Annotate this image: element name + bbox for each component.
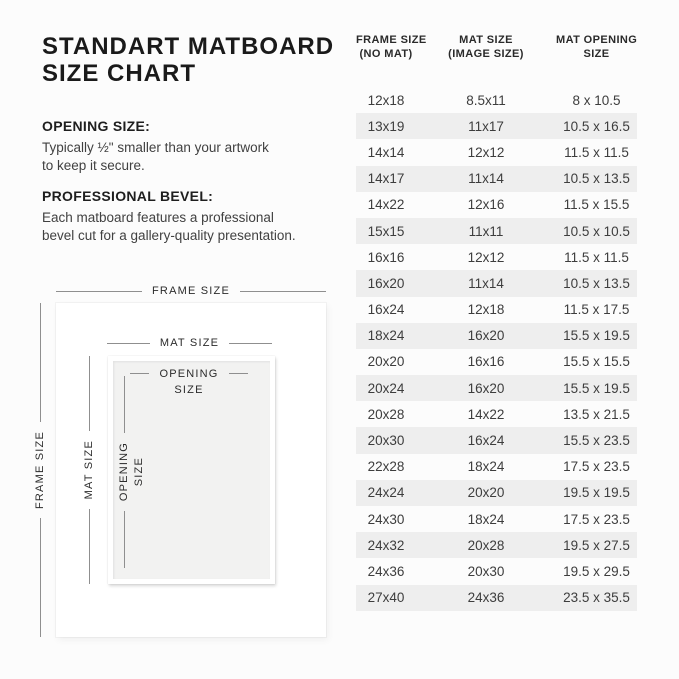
table-cell: 20x24: [367, 380, 405, 396]
table-cell: 16x16: [367, 249, 405, 265]
page-title-line-1: STANDART MATBOARD: [42, 33, 335, 60]
table-row: [356, 585, 637, 611]
table-row: [356, 139, 637, 165]
table-cell: 12x18: [467, 302, 505, 318]
table-cell: 22x28: [367, 459, 405, 475]
table-cell: 15.5 x 23.5: [563, 433, 630, 449]
table-cell: 16x24: [367, 302, 405, 318]
table-cell: 17.5 x 23.5: [563, 511, 630, 527]
table-cell: 20x20: [467, 485, 505, 501]
table-row: [356, 506, 637, 532]
table-cell: 12x12: [467, 144, 505, 160]
table-cell: 13x19: [367, 118, 405, 134]
table-cell: 24x36: [367, 563, 405, 579]
table-cell: 11x14: [468, 171, 504, 187]
opening-size-heading: OPENING SIZE:: [42, 118, 151, 134]
table-row: [356, 427, 637, 453]
column-header-line: SIZE: [583, 47, 610, 60]
column-header-line: MAT SIZE: [459, 34, 513, 46]
table-cell: 19.5 x 29.5: [563, 563, 630, 579]
table-cell: 14x17: [367, 171, 405, 187]
table-row: [356, 166, 637, 192]
table-body: [356, 87, 637, 611]
table-cell: 27x40: [367, 590, 405, 606]
table-cell: 8 x 10.5: [572, 92, 621, 108]
column-header-line: MAT OPENING: [556, 34, 638, 46]
table-cell: 16x16: [467, 354, 505, 370]
dimension-line: [40, 303, 41, 422]
opening-size-label-vertical: [118, 442, 145, 501]
table-cell: 24x30: [367, 511, 405, 527]
mat-size-label-vertical: MAT SIZE: [83, 440, 95, 500]
opening-size-label-line-1: OPENING: [159, 368, 219, 380]
table-row: [356, 480, 637, 506]
table-cell: 20x30: [467, 563, 505, 579]
table-row: [356, 244, 637, 270]
table-row: [356, 375, 637, 401]
dimension-line: [89, 356, 90, 431]
table-row: [356, 192, 637, 218]
dimension-line: [229, 343, 272, 344]
section-professional-bevel: [42, 188, 296, 244]
table-cell: 11x11: [468, 223, 504, 239]
table-cell: 10.5 x 13.5: [563, 171, 630, 187]
table-cell: 15.5 x 15.5: [563, 354, 630, 370]
table-cell: 16x20: [467, 380, 505, 396]
opening-size-vertical-line-2: SIZE: [133, 457, 145, 487]
table-cell: 20x20: [367, 354, 405, 370]
table-row: [356, 113, 637, 139]
table-row: [356, 323, 637, 349]
table-cell: 12x12: [467, 249, 505, 265]
table-cell: 14x22: [467, 406, 505, 422]
table-cell: 14x22: [367, 197, 405, 213]
table-cell: 11.5 x 11.5: [564, 144, 629, 160]
table-cell: 15x15: [367, 223, 405, 239]
table-cell: 10.5 x 16.5: [563, 118, 630, 134]
table-row: [356, 297, 637, 323]
frame-size-dimension-horizontal: [56, 283, 326, 299]
dimension-line: [107, 343, 150, 344]
table-cell: 24x36: [467, 590, 505, 606]
mat-size-dimension-horizontal: [107, 335, 272, 351]
table-cell: 20x28: [367, 406, 405, 422]
section-opening-size: [42, 118, 269, 174]
table-cell: 11.5 x 11.5: [564, 249, 629, 265]
table-cell: 10.5 x 10.5: [563, 223, 630, 239]
table-row: [356, 349, 637, 375]
dimension-line: [240, 291, 326, 292]
table-row: [356, 401, 637, 427]
table-cell: 19.5 x 19.5: [563, 485, 630, 501]
dimension-line: [229, 373, 248, 374]
professional-bevel-body-line-1: Each matboard features a professional: [42, 210, 274, 225]
table-cell: 16x20: [367, 275, 405, 291]
column-header-line: (NO MAT): [359, 47, 413, 60]
table-cell: 18x24: [467, 511, 505, 527]
table-cell: 12x18: [367, 92, 405, 108]
frame-size-label-horizontal: FRAME SIZE: [152, 285, 231, 297]
table-cell: 10.5 x 13.5: [563, 275, 630, 291]
table-row: [356, 218, 637, 244]
table-row: [356, 532, 637, 558]
table-cell: 16x20: [467, 328, 505, 344]
opening-size-label-line-2: SIZE: [174, 384, 204, 396]
dimension-line: [40, 518, 41, 637]
table-cell: 8.5x11: [466, 92, 506, 108]
table-cell: 20x28: [467, 537, 505, 553]
page-title: [42, 33, 342, 87]
dimension-line: [124, 511, 125, 568]
table-cell: 12x16: [467, 197, 505, 213]
professional-bevel-body-line-2: bevel cut for a gallery-quality presentation.: [42, 227, 296, 243]
table-cell: 11x14: [468, 275, 504, 291]
column-header-line: (IMAGE SIZE): [448, 47, 524, 60]
page-title-line-2: SIZE CHART: [42, 60, 196, 88]
column-header-mat-opening: [556, 34, 637, 61]
dimension-line: [130, 373, 149, 374]
opening-size-vertical-line-1: OPENING: [118, 442, 130, 502]
table-cell: 15.5 x 19.5: [563, 328, 630, 344]
table-cell: 18x24: [367, 328, 405, 344]
table-row: [356, 270, 637, 296]
opening-size-body-line-1: Typically ½" smaller than your artwork: [42, 140, 269, 155]
column-header-mat-size: [416, 34, 556, 61]
opening-size-label-horizontal: [159, 366, 218, 398]
table-cell: 23.5 x 35.5: [563, 590, 630, 606]
table-cell: 14x14: [367, 144, 405, 160]
table-cell: 24x32: [367, 537, 405, 553]
mat-size-label-horizontal: MAT SIZE: [159, 337, 220, 349]
matboard-size-table: [356, 34, 637, 611]
table-cell: 16x24: [467, 433, 505, 449]
table-cell: 11.5 x 15.5: [563, 197, 630, 213]
table-cell: 24x24: [367, 485, 405, 501]
dimension-line: [89, 509, 90, 584]
frame-size-dimension-vertical: [32, 303, 48, 637]
dimension-line: [124, 376, 125, 433]
table-cell: 11x17: [468, 118, 504, 134]
table-row: [356, 454, 637, 480]
professional-bevel-heading: PROFESSIONAL BEVEL:: [42, 188, 214, 204]
table-cell: 17.5 x 23.5: [563, 459, 630, 475]
table-cell: 19.5 x 27.5: [563, 537, 630, 553]
table-cell: 11.5 x 17.5: [563, 302, 630, 318]
frame-size-label-vertical: FRAME SIZE: [34, 431, 46, 510]
opening-size-dimension-vertical: [118, 376, 148, 568]
table-row: [356, 87, 637, 113]
opening-size-body-line-2: to keep it secure.: [42, 157, 145, 173]
table-cell: 13.5 x 21.5: [563, 406, 630, 422]
mat-size-dimension-vertical: [81, 356, 97, 584]
column-header-frame-size: [356, 34, 427, 61]
dimension-line: [56, 291, 142, 292]
table-row: [356, 558, 637, 584]
table-cell: 18x24: [467, 459, 505, 475]
table-cell: 15.5 x 19.5: [563, 380, 630, 396]
column-header-line: FRAME SIZE: [356, 34, 427, 46]
table-cell: 20x30: [367, 433, 405, 449]
table-header-row: [356, 34, 637, 61]
